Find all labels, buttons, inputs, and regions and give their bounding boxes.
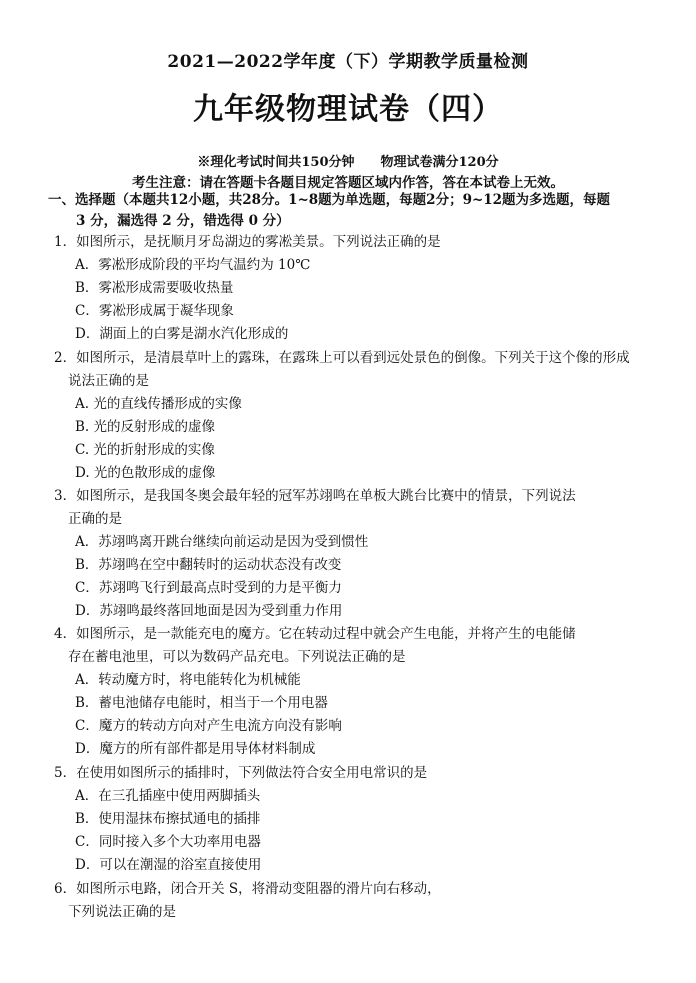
question-3-stem: 3．如图所示，是我国冬奥会最年轻的冠军苏翊鸣在单板大跳台比赛中的情景，下列说法 — [54, 488, 576, 504]
question-2-option-c: C. 光的折射形成的实像 — [75, 442, 215, 458]
question-2-option-b: B. 光的反射形成的虚像 — [75, 419, 216, 435]
question-6-stem-cont: 下列说法正确的是 — [68, 904, 176, 920]
question-1-option-a: A．雾凇形成阶段的平均气温约为 10℃ — [75, 257, 311, 273]
question-5-option-b: B．使用湿抹布擦拭通电的插排 — [75, 811, 261, 827]
exam-notice: 考生注意：请在答题卡各题目规定答题区域内作答，答在本试卷上无效。 — [132, 175, 564, 191]
question-2-stem: 2．如图所示，是清晨草叶上的露珠，在露珠上可以看到远处景色的倒像。下列关于这个像的形成 — [54, 350, 630, 366]
question-4-option-b: B．蓄电池储存电能时，相当于一个用电器 — [75, 695, 328, 711]
exam-subtitle: 2021—2022学年度（下）学期教学质量检测 — [167, 52, 529, 72]
question-2-option-d: D. 光的色散形成的虚像 — [75, 465, 216, 481]
section-heading-line2: 3 分，漏选得 2 分，错选得 0 分） — [76, 213, 290, 229]
question-6-stem: 6．如图所示电路，闭合开关 S，将滑动变阻器的滑片向右移动， — [54, 881, 441, 897]
exam-time-info: ※理化考试时间共150分钟 — [197, 155, 355, 170]
question-3-option-c: C．苏翊鸣飞行到最高点时受到的力是平衡力 — [75, 580, 342, 596]
exam-score-info: 物理试卷满分120分 — [380, 155, 499, 170]
question-3-stem-cont: 正确的是 — [68, 511, 122, 527]
question-3-option-a: A．苏翊鸣离开跳台继续向前运动是因为受到惯性 — [75, 534, 369, 550]
question-5-option-a: A．在三孔插座中使用两脚插头 — [75, 788, 261, 804]
question-2-option-a: A. 光的直线传播形成的实像 — [75, 396, 242, 412]
exam-info — [0, 151, 696, 170]
question-3-option-b: B．苏翊鸣在空中翻转时的运动状态没有改变 — [75, 557, 342, 573]
section-heading-line1: 一、选择题（本题共12小题，共28分。1~8题为单选题，每题2分；9~12题为多选题，每题 — [48, 192, 611, 208]
question-4-option-d: D．魔方的所有部件都是用导体材料制成 — [75, 741, 316, 757]
question-1-option-d: D．湖面上的白雾是湖水汽化形成的 — [75, 326, 289, 342]
question-3-option-d: D．苏翊鸣最终落回地面是因为受到重力作用 — [75, 603, 343, 619]
question-4-option-a: A．转动魔方时，将电能转化为机械能 — [75, 672, 301, 688]
question-4-stem-cont: 存在蓄电池里，可以为数码产品充电。下列说法正确的是 — [68, 649, 406, 665]
question-5-option-c: C．同时接入多个大功率用电器 — [75, 834, 261, 850]
question-1-option-b: B．雾凇形成需要吸收热量 — [75, 280, 234, 296]
question-1-option-c: C．雾凇形成属于凝华现象 — [75, 303, 234, 319]
exam-title: 九年级物理试卷（四） — [193, 92, 503, 127]
question-4-stem: 4．如图所示，是一款能充电的魔方。它在转动过程中就会产生电能，并将产生的电能储 — [54, 626, 576, 642]
question-5-stem: 5．在使用如图所示的插排时，下列做法符合安全用电常识的是 — [54, 765, 428, 781]
question-2-stem-cont: 说法正确的是 — [68, 373, 149, 389]
question-1-stem: 1．如图所示，是抚顺月牙岛湖边的雾凇美景。下列说法正确的是 — [54, 234, 441, 250]
question-4-option-c: C．魔方的转动方向对产生电流方向没有影响 — [75, 718, 342, 734]
question-5-option-d: D．可以在潮湿的浴室直接使用 — [75, 857, 262, 873]
